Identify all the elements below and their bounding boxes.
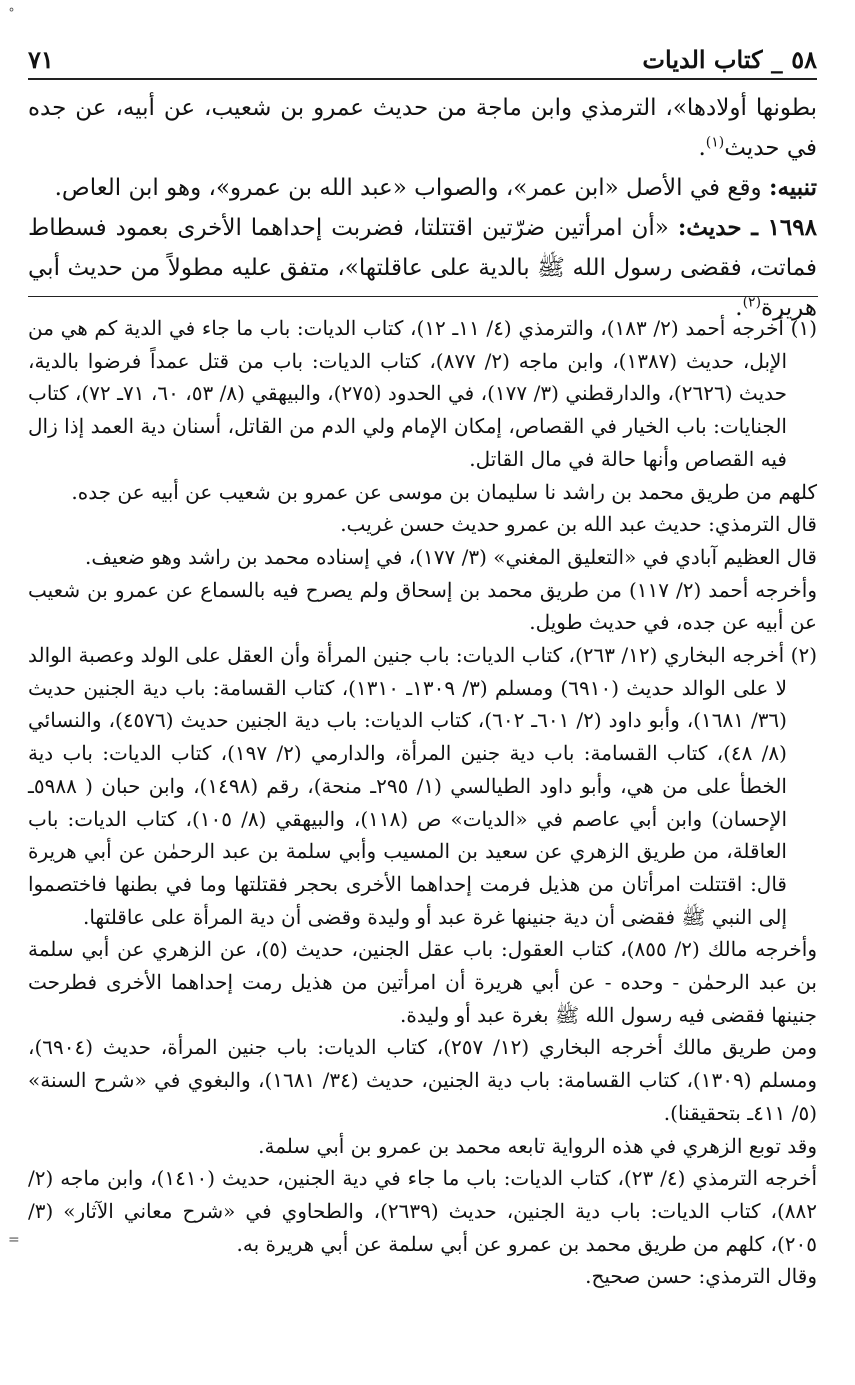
footnotes <box>28 312 817 1293</box>
page-number: ٧١ <box>28 45 54 74</box>
margin-mark-top: ˚ <box>8 8 15 24</box>
note-paragraph: تنبيه: وقع في الأصل «ابن عمر»، والصواب «عبد الله بن عمرو»، وهو ابن العاص. <box>54 174 817 201</box>
footnote-paragraph: (١) أخرجه أحمد (٢/ ١٨٣)، والترمذي (٤/ ١١ـ ١٢)، كتاب الديات: باب ما جاء في الدية كم هي من الإبل، حديث (١٣٨٧)، وابن ماجه (٢/ ٨٧٧)، كتاب الديات: باب من قتل عمداً فرضوا بالدية، حديث (٢٦٢٦)، والدارقطني (٣/ ١٧٧)، في الحدود (٢٧٥)، والبيهقي (٨/ ٥٣، ٦٠، ٧١ـ ٧٢)، كتاب الجنايات: باب الخيار في القصاص، إمكان الإمام ولي الدم من القاتل، أسنان دية العمد إذا زال فيه القصاص وأنها حالة في مال القاتل. <box>28 316 817 471</box>
page-header <box>28 34 817 80</box>
footnote-paragraph: ومن طريق مالك أخرجه البخاري (١٢/ ٢٥٧)، كتاب الديات: باب جنين المرأة، حديث (٦٩٠٤)، ومسلم (١٣٠٩)، كتاب القسامة: باب دية الجنين، حديث (٣٤/ ١٦٨١)، والبغوي في «شرح السنة» (٥/ ٤١١ـ بتحقيقنا). <box>28 1035 817 1125</box>
footnote-separator <box>28 296 818 297</box>
hadith-number: ١٦٩٨ ـ حديث: <box>677 214 817 241</box>
footnote-paragraph: أخرجه الترمذي (٤/ ٢٣)، كتاب الديات: باب ما جاء في دية الجنين، حديث (١٤١٠)، وابن ماجه (٢/ ٨٨٢)، كتاب الديات: باب دية الجنين، حديث (٢٦٣٩)، والطحاوي في «شرح معاني الآثار» (٣/ ٢٠٥)، كلهم من طريق محمد بن عمرو عن أبي سلمة عن أبي هريرة به. <box>28 1166 817 1256</box>
margin-mark: = <box>8 1232 20 1248</box>
hadith-paragraph: ١٦٩٨ ـ حديث: «أن امرأتين ضرّتين اقتتلتا، فضربت إحداهما الأخرى بعمود فسطاط فماتت، فقضى رسول الله ﷺ بالدية على عاقلتها»، متفق عليه مطولاً من حديث أبي هريرة$^{(٢)}$. <box>28 214 817 321</box>
footnote-paragraph: وقال الترمذي: حسن صحيح. <box>585 1264 817 1289</box>
footnote-ref-1: (١) <box>705 134 725 151</box>
footnote-paragraph: وأخرجه أحمد (٢/ ١١٧) من طريق محمد بن إسحاق ولم يصرح فيه بالسماع عن عمرو بن شعيب عن أبيه عن جده، في حديث طويل. <box>28 577 817 635</box>
footnote-paragraph: وأخرجه مالك (٢/ ٨٥٥)، كتاب العقول: باب عقل الجنين، حديث (٥)، عن الزهري عن أبي سلمة بن عبد الرحمٰن - وحده - عن أبي هريرة أن امرأتين من هذيل رمت إحداهما الأخرى فطرحت جنينها فقضى فيه رسول الله ﷺ بغرة عبد أو وليدة. <box>28 937 817 1027</box>
footnote-paragraph: قال الترمذي: حديث عبد الله بن عمرو حديث حسن غريب. <box>340 512 817 537</box>
main-text <box>28 88 817 328</box>
paragraph-1: بطونها أولادها»، الترمذي وابن ماجة من حديث عمرو بن شعيب، عن أبيه، عن جده في حديث$^{(١)}$. <box>28 95 817 161</box>
footnote-ref-2: (٢) <box>742 294 762 311</box>
chapter-heading: ٥٨ _ كتاب الديات <box>642 45 817 74</box>
footnote-paragraph: كلهم من طريق محمد بن راشد نا سليمان بن موسى عن عمرو بن شعيب عن أبيه عن جده. <box>71 479 817 504</box>
footnote-paragraph: قال العظيم آبادي في «التعليق المغني» (٣/ ١٧٧)، في إسناده محمد بن راشد وهو ضعيف. <box>84 544 817 569</box>
footnote-paragraph: وقد توبع الزهري في هذه الرواية تابعه محمد بن عمرو بن أبي سلمة. <box>258 1133 817 1158</box>
note-label: تنبيه: <box>768 174 817 201</box>
footnote-paragraph: (٢) أخرجه البخاري (١٢/ ٢٦٣)، كتاب الديات: باب جنين المرأة وأن العقل على الولد وعصبة الوالد لا على الوالد حديث (٦٩١٠) ومسلم (٣/ ١٣٠٩ـ ١٣١٠)، كتاب القسامة: باب دية الجنين حديث (٣٦/ ١٦٨١)، وأبو داود (٢/ ٦٠١ـ ٦٠٢)، كتاب الديات: باب دية الجنين حديث (٤٥٧٦)، والنسائي (٨/ ٤٨)، كتاب القسامة: باب دية جنين المرأة، والدارمي (٢/ ١٩٧)، كتاب الديات: باب دية الخطأ على من هي، وأبو داود الطيالسي (١/ ٢٩٥ـ منحة)، رقم (١٤٩٨)، وابن حبان ( ٥٩٨٨ـ الإحسان) وابن أبي عاصم في «الديات» ص (١١٨)، والبيهقي (٨/ ١٠٥)، كتاب الديات: باب العاقلة، من طريق الزهري عن سعيد بن المسيب وأبي سلمة بن عبد الرحمٰن عن أبي هريرة قال: اقتتلت امرأتان من هذيل فرمت إحداهما الأخرى بحجر فقتلتها وما في بطنها فاختصموا إلى النبي ﷺ فقضى أن دية جنينها غرة عبد أو وليدة وقضى أن دية المرأة على عاقلتها. <box>28 643 817 929</box>
